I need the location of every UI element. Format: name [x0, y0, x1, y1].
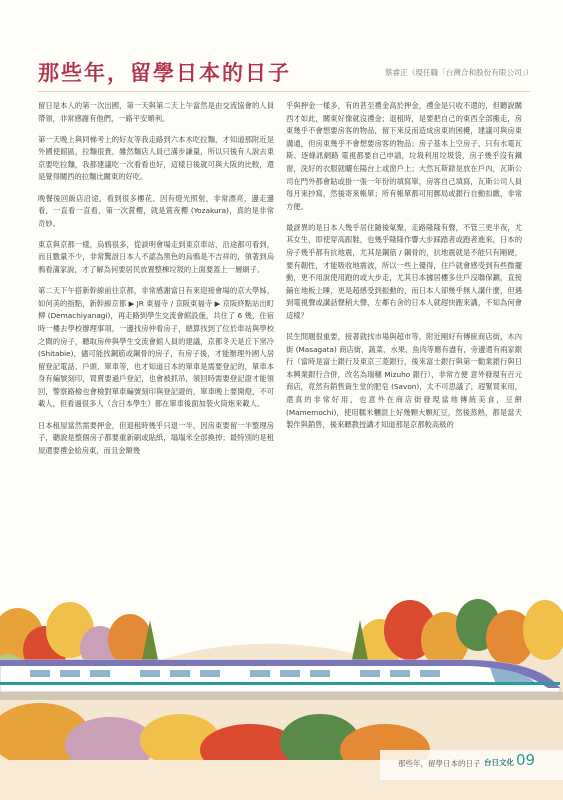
left-column	[38, 100, 274, 466]
paragraph: 日本租屋當然需要押金，但退租時幾乎只退一半，因房東要留一半整理房子，聽說是整個房子都要重新刷或貼紙，塌塌米全部換掉；最特別的是租屋還要禮金給房東，而且金額幾	[38, 420, 274, 455]
paragraph: 晚餐後回飯店沿途，看到很多樓花、因有燈光照射，非常漂亮，邊走邊看，一直看一直看，第一次賞櫻，就是賞夜櫻 (Yozakura)，真的是非常奇妙。	[38, 193, 274, 228]
author-byline: 蔡睿正（現任職「台灣合和股份有限公司」）	[384, 68, 533, 77]
paragraph: 最訝異的是日本人幾乎居住隨後氣聚，走路隆隆有聲，不管三更半夜，尤其女生，即使穿高跟鞋，也幾乎隆隆作響大步踩踏者或跑者進來，日本的房子幾乎都有抗地震，尤其是鋼筋 / 鋼骨的，抗地震就是不能只有剛硬，要有韌性，才能吸收地震波，所以一些上優得，住戶就會感受到有些微擺動，更不用說使用跑的或大步走，尤其日本據居樓多住戶沒聯保鑣，直接鋪在地板上睡，更是超感受到振動的，而日本人卻幾乎無人講什麼，但遇到電視聲或講話聲稍大聲，左鄰右舍的日本人就趕快跑來講，不知為何會這樣？	[286, 222, 522, 320]
footer-brand: 台日文化	[484, 758, 514, 767]
paragraph: 東京與京都一樣，烏鴉很多，從談明會場走到東京車站，沿途都可看到，而且數量不少，非常驚訝日本人不認為黑色的烏鴉是不吉祥的，領著到烏鴉看滿家說，才了解為何要居民放置整棟垃圾的上面要蓋上一層網子。	[38, 239, 274, 275]
page-title: 那些年，留學日本的日子	[38, 61, 291, 85]
paragraph: 民生問題很重要，接著就找市場與超市等，附近剛好有傳統商店街，木內街 (Masagata) 商店街，蔬菜、水果、魚肉等應有盡有，旁邊還有兩家銀行（當時是富士銀行及東京三菱銀行，後來富士銀行與第一勸業銀行與日本興業銀行合併，改名為瑞穗 Mizuho 銀行），非常方便 意外發現有百元商店，竟然有銷售資生堂的肥皂 (Savon)，太不可思議了，趕緊買來用，還真的非常好用，也意外在商店街發現當地傳統美食，豆餅 (Mamemochi)，使用糯米糰混上好幾顆大顆紅豆，然後蒸熟，都是當天製作與銷售，後來聽教授講才知道那是京都較高級的	[286, 332, 522, 430]
shinkansen-train	[0, 660, 560, 692]
paragraph: 第二天下午搭新幹線前往京都，非常感謝當日有來迎接會場的京大學姊，如何美的指點，新幹線京都 ▶ JR 東福寺 / 京阪東福寺 ▶ 京阪終點站出町柳 (Demachiyanagi)，再走路到學生交流會館設施，共住了 6 幾，住宿時一樓去學校辦理事項，一邊找房仲看房子，總算找到了位於車站與學校之間的房子，聽取房仲與學生交流會館人員的建議，京都冬天是丘下窯冷 (Shitabie)，儘可能找鋼筋或鋼骨的房子，有房子後，才能辦理外國人居留登記電話、戶頭、單車等，也才知道日本的單車是需要登記的，單車本身有編號刻印，買賣要過戶登記，也會被抓吊，領回時需要登記證才能領回，警察路檢也會檢對單車編號刻印與登記證的，單車晚上要開燈，不可載人，但看過很多人（含日本學生）都在單車後面加裝火筒炮來載人。	[38, 286, 274, 409]
page-number: 09	[516, 751, 536, 769]
paragraph: 留日是本人的第一次出國，第一天與第二天上午當然是由交流協會的人員帶領，非常感謝有他們，一路平安順利。	[38, 101, 274, 123]
footer-running-title: 那些年，留學日本的日子	[398, 759, 481, 768]
title-divider	[38, 91, 530, 92]
paragraph: 第一天晚上與同梯考上的好友等我走路到六本木吃拉麵，才知道那附近是外國使館區，拉麵很貴，雖然麵店人員已滿步謙量，所以只後有人說去東京要吃拉麵，我都建議吃一次看看也好，這樣日後就可與大阪的比較，還是覺得關西的拉麵比關東的好吃。	[38, 134, 274, 182]
right-column	[286, 100, 522, 440]
paragraph: 乎與押金一樣多，有的甚至禮金高於押金，禮金是只收不還的，但聽說關西才如此，關東好像就沒禮金；退租時，是要把自己的東西全部搬走，房東幾乎不會想要房客的物品，留下來反而造成房東的困擾，建議可與房東溝通，但房東幾乎不會想要房客的物品；房子基本上空房子，只有水電瓦斯、逐條訊網路 電視都要自己申請，垃圾利用垃圾袋，房子幾乎沒有鐵窗，洗好的衣服就曬在陽台上或窗戶上；大然瓦斯錶是放在戶內，瓦斯公司在門外都會貼或掛一張一年份的填寫單，房客自己填寫，瓦斯公司人員每月來抄寫，然後寄來帳單；所有帳單都可用郵局或銀行自動扣繳，非常方便。	[286, 101, 522, 211]
